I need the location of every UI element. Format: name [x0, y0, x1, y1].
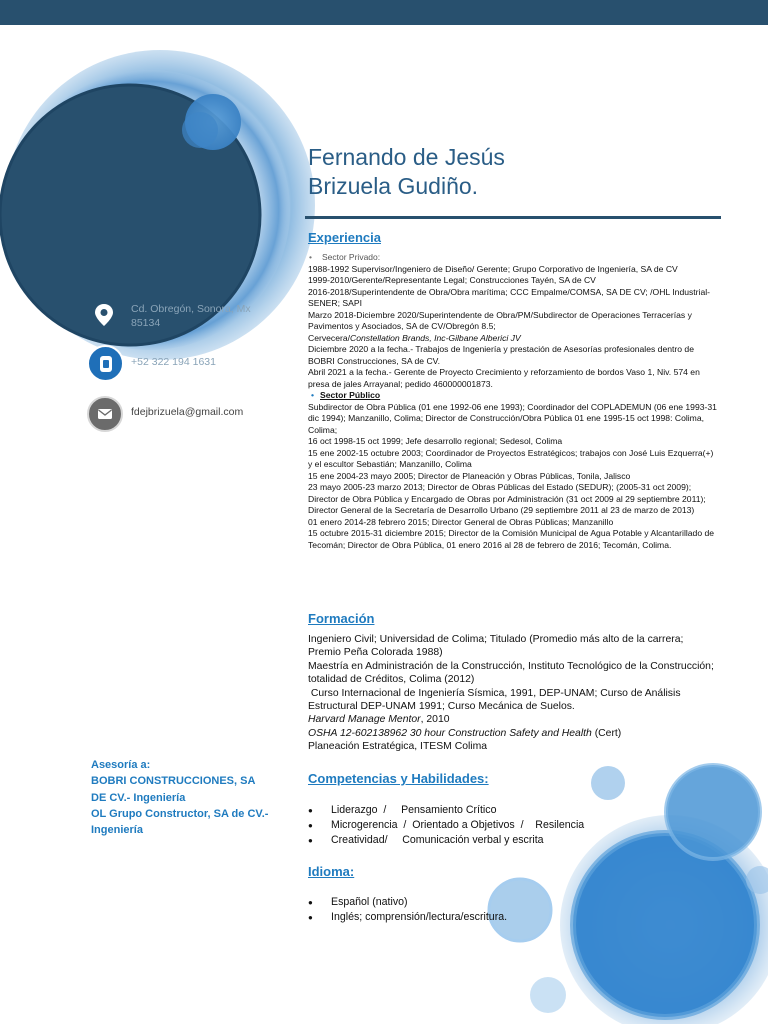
sector-privado-label: • Sector Privado: [308, 252, 720, 264]
email-icon [87, 396, 123, 432]
exp-line: 15 ene 2002-15 octubre 2003; Coordinador de Proyectos Estratégicos; trabajos con José Luis Ezquerra(+) y el escultor Sebastián; Manzanillo, Colima [308, 447, 716, 469]
competencias-list [308, 803, 728, 848]
idioma-item: ● Inglés; comprensión/lectura/escritura. [308, 910, 728, 925]
asesoria-block [91, 757, 271, 838]
idioma-heading: Idioma: [308, 864, 355, 879]
cervecera-client: Constellation Brands, Inc-Gilbane Alberici JV [350, 332, 521, 343]
exp-line: 01 enero 2014-28 febrero 2015; Director General de Obras Públicas; Manzanillo [308, 516, 614, 527]
osha-suffix: (Cert) [591, 727, 622, 739]
formacion-line: Ingeniero Civil; Universidad de Colima; Titulado (Promedio más alto de la carrera; Premio Peña Colorada 1988) [308, 634, 687, 659]
exp-line: Marzo 2018-Diciembre 2020/Superintendente de Obra/PM/Subdirector de Operaciones Terracerías y Pavimentos y Asociados, SA de CV/Obregón 8.5; [308, 309, 695, 331]
formacion-line: Planeación Estratégica, ITESM Colima [308, 741, 488, 753]
asesoria-item: BOBRI CONSTRUCCIONES, SA DE CV.- Ingeniería [91, 775, 259, 804]
exp-line: Abril 2021 a la fecha.- Gerente de Proyecto Crecimiento y reforzamiento de bordos Vaso 1, Niv. 574 en presa de jales Arrayanal; pedido 460000001873. [308, 367, 703, 389]
sector-publico-label: • Sector Público [308, 390, 720, 402]
address-text: Cd. Obregón, Sonora, Mx 85134 [131, 303, 251, 329]
asesoria-title: Asesoría a: [91, 759, 151, 771]
exp-line: Subdirector de Obra Pública (01 ene 1992-06 ene 1993); Coordinador del COPLADEMUN (06 ene 1993-31 dic 1994); Manzanillo, Colima; Director de Construcción/Obra Pública 01 ene 1995-15 oct 1998: Colima, Colima; [308, 401, 720, 435]
competencia-item: ● Liderazgo / Pensamiento Crítico [308, 803, 728, 818]
idioma-item: ● Español (nativo) [308, 895, 728, 910]
harvard-course: Harvard Manage Mentor [308, 714, 421, 726]
formacion-line-harvard [308, 713, 718, 726]
exp-line: 15 ene 2004-23 mayo 2005; Director de Planeación y Obras Públicas, Tonila, Jalisco [308, 470, 631, 481]
experiencia-section [308, 252, 720, 551]
phone-text: +52 322 194 1631 [131, 356, 216, 368]
formacion-line-osha [308, 727, 718, 740]
exp-line-cervecera [308, 333, 720, 345]
location-pin-icon [92, 303, 116, 327]
exp-line: 2016-2018/Superintendente de Obra/Obra marítima; CCC Empalme/COMSA, SA DE CV; /OHL Industrial-SENER; SAPI [308, 286, 711, 308]
competencias-heading: Competencias y Habilidades: [308, 771, 489, 786]
name-line-1: Fernando de Jesús [308, 144, 505, 170]
harvard-year: , 2010 [420, 714, 450, 726]
cervecera-label: Cervecera/ [308, 332, 351, 343]
asesoria-item: OL Grupo Constructor, SA de CV.- Ingeniería [91, 807, 272, 837]
email-link[interactable]: fdejbrizuela@gmail.com [131, 406, 244, 418]
osha-course: OSHA 12-602138962 30 hour Construction Safety and Health [308, 727, 592, 739]
formacion-heading: Formación [308, 611, 375, 626]
exp-line: 1999-2010/Gerente/Representante Legal; Construcciones Tayén, SA de CV [308, 275, 596, 285]
candidate-name [308, 143, 728, 201]
experiencia-heading: Experiencia [308, 230, 381, 245]
formacion-line: Maestría en Administración de la Construcción, Instituto Tecnológico de la Construcción; totalidad de Créditos, Colima (2012) [308, 660, 717, 686]
phone-icon [87, 345, 124, 382]
name-divider [305, 216, 721, 219]
competencia-item: ● Creatividad/ Comunicación verbal y escrita [308, 833, 728, 848]
exp-line: Diciembre 2020 a la fecha.- Trabajos de Ingeniería y prestación de Asesorías profesionales dentro de BOBRI Construcciones, SA de CV. [308, 344, 697, 366]
exp-line: 1988-1992 Supervisor/Ingeniero de Diseño/ Gerente; Grupo Corporativo de Ingeniería, SA de CV [308, 263, 678, 274]
name-line-2: Brizuela Gudiño. [308, 173, 479, 199]
formacion-section [308, 633, 718, 754]
exp-line: 16 oct 1998-15 oct 1999; Jefe desarrollo regional; Sedesol, Colima [308, 436, 563, 446]
formacion-line: Curso Internacional de Ingeniería Sísmica, 1991, DEP-UNAM; Curso de Análisis Estructural DEP-UNAM 1991; Curso Mecánica de Suelos. [308, 687, 684, 713]
competencia-item: ● Microgerencia / Orientado a Objetivos / Resilencia [308, 818, 728, 833]
exp-line: 23 mayo 2005-23 marzo 2013; Director de Obras Públicas del Estado (SEDUR); (2005-31 oct 2009); Director de Obra Pública y Encargado de Obras por Administración (31 oct 2009 al 29 septiembre 2011); Director General de la Secretaría de Desarrollo Urbano (29 septiembre 2011 al 23 de marzo de 2013) [308, 482, 709, 515]
exp-line: 15 octubre 2015-31 diciembre 2015; Director de la Comisión Municipal de Agua Potable y Alcantarillado de Tecomán; Director de Obra Pública, 01 enero 2016 al 28 de febrero de 2016; Tecomán, Colima. [308, 528, 717, 550]
idioma-list [308, 895, 728, 925]
